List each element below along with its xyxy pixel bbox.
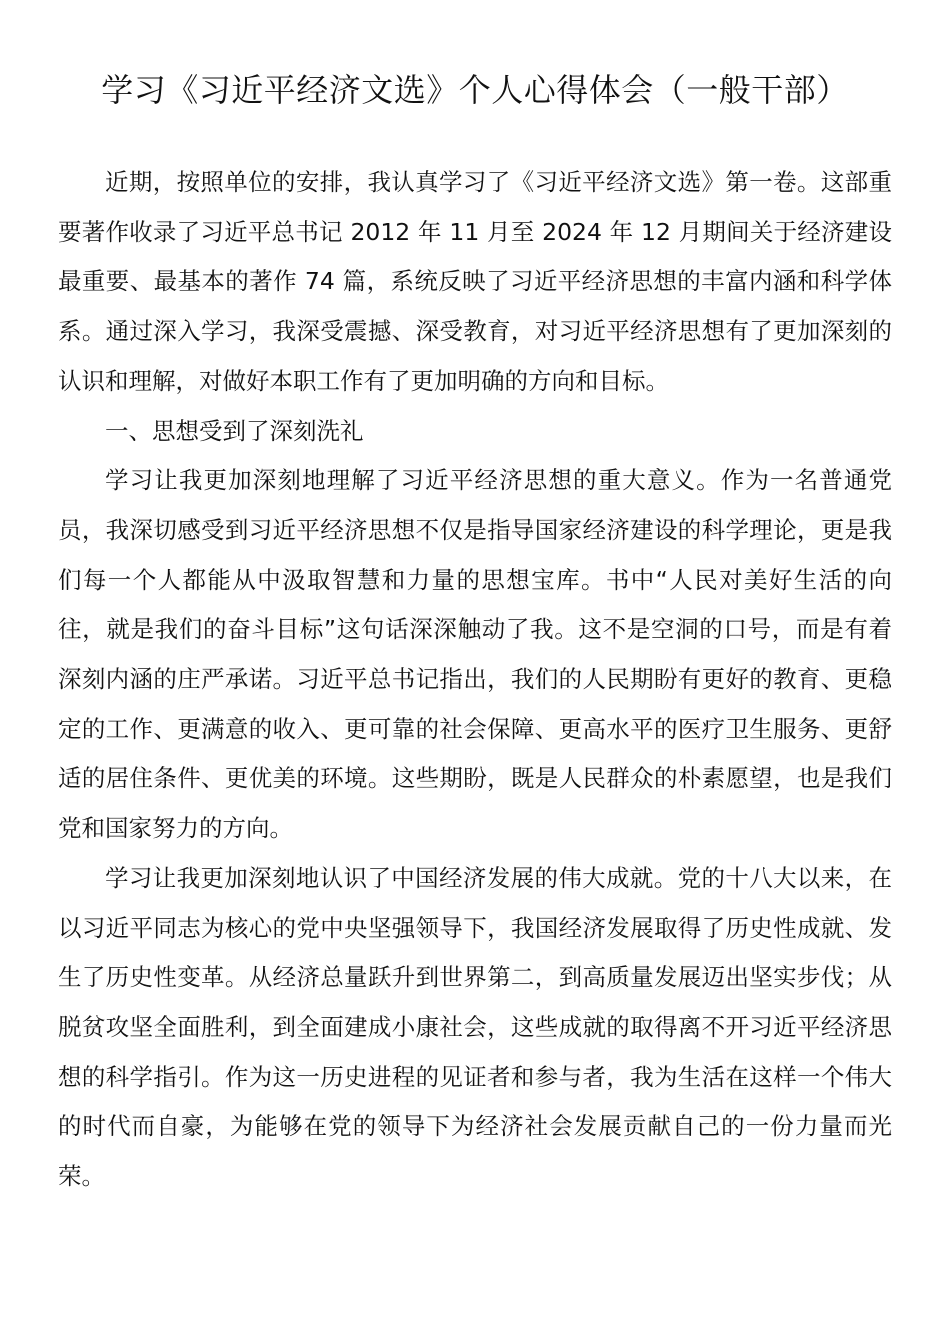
intro-paragraph: 近期，按照单位的安排，我认真学习了《习近平经济文选》第一卷。这部重要著作收录了习近平总书记 2012 年 11 月至 2024 年 12 月期间关于经济建设最重要、最基本的著作 74 篇，系统反映了习近平经济思想的丰富内涵和科学体系。通过深入学习，我深受震撼、深受教育，对习近平经济思想有了更加深刻的认识和理解，对做好本职工作有了更加明确的方向和目标。 [58, 168, 892, 395]
section-heading: 一、思想受到了深刻洗礼 [105, 416, 364, 445]
body-paragraph: 学习让我更加深刻地理解了习近平经济思想的重大意义。作为一名普通党员，我深切感受到习近平经济思想不仅是指导国家经济建设的科学理论，更是我们每一个人都能从中汲取智慧和力量的思想宝库。书中“人民对美好生活的向往，就是我们的奋斗目标”这句话深深触动了我。这不是空洞的口号，而是有着深刻内涵的庄严承诺。习近平总书记指出，我们的人民期盼有更好的教育、更稳定的工作、更满意的收入、更可靠的社会保障、更高水平的医疗卫生服务、更舒适的居住条件、更优美的环境。这些期盼，既是人民群众的朴素愿望，也是我们党和国家努力的方向。 [58, 466, 892, 843]
body-paragraph: 学习让我更加深刻地认识了中国经济发展的伟大成就。党的十八大以来，在以习近平同志为核心的党中央坚强领导下，我国经济发展取得了历史性成就、发生了历史性变革。从经济总量跃升到世界第二，到高质量发展迈出坚实步伐；从脱贫攻坚全面胜利，到全面建成小康社会，这些成就的取得离不开习近平经济思想的科学指引。作为这一历史进程的见证者和参与者，我为生活在这样一个伟大的时代而自豪，为能够在党的领导下为经济社会发展贡献自己的一份力量而光荣。 [58, 863, 892, 1191]
document-title: 学习《习近平经济文选》个人心得体会（一般干部） [101, 71, 849, 109]
